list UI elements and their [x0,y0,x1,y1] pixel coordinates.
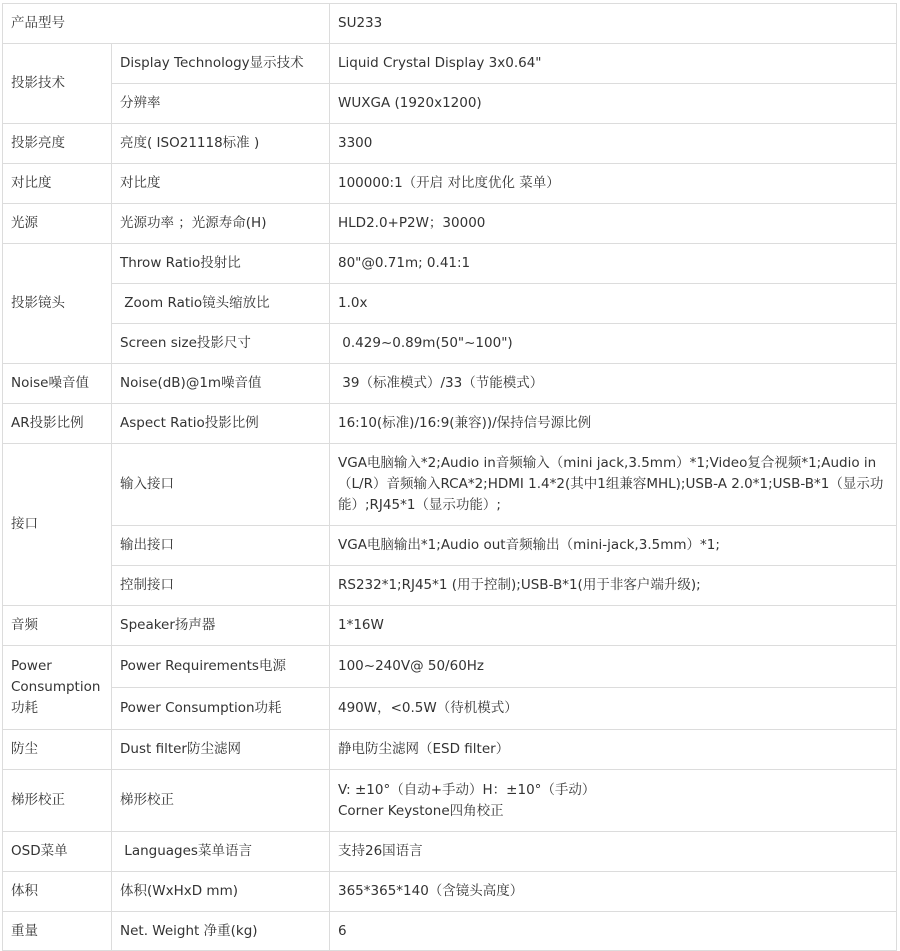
item-cell: 体积(WxHxD mm) [112,872,330,912]
value-cell: 100~240V@ 50/60Hz [330,646,897,688]
item-cell: Power Consumption功耗 [112,688,330,730]
category-cell: 对比度 [3,164,112,204]
value-cell: SU233 [330,4,897,44]
value-cell: 6 [330,912,897,951]
item-cell: 光源功率 ；光源寿命(H) [112,204,330,244]
item-cell: Dust filter防尘滤网 [112,730,330,770]
category-cell: 防尘 [3,730,112,770]
table-row [3,324,897,364]
category-cell: 投影镜头 [3,244,112,364]
table-row [3,44,897,84]
category-cell: 投影亮度 [3,124,112,164]
value-cell: HLD2.0+P2W；30000 [330,204,897,244]
table-row [3,770,897,832]
item-cell: 控制接口 [112,566,330,606]
table-row [3,730,897,770]
item-cell: Screen size投影尺寸 [112,324,330,364]
category-cell: 梯形校正 [3,770,112,832]
value-line: Corner Keystone四角校正 [338,802,504,819]
table-row [3,164,897,204]
table-row [3,404,897,444]
category-cell: 产品型号 [3,4,330,44]
item-cell: Net. Weight 净重(kg) [112,912,330,951]
category-cell: Noise噪音值 [3,364,112,404]
value-cell: 3300 [330,124,897,164]
table-row [3,364,897,404]
value-cell: 365*365*140（含镜头高度） [330,872,897,912]
item-cell: Throw Ratio投射比 [112,244,330,284]
item-cell: Display Technology显示技术 [112,44,330,84]
table-row [3,646,897,688]
item-cell: Zoom Ratio镜头缩放比 [112,284,330,324]
item-cell: 输出接口 [112,526,330,566]
item-cell: 输入接口 [112,444,330,526]
table-row [3,872,897,912]
table-row [3,444,897,526]
value-cell: VGA电脑输出*1;Audio out音频输出（mini-jack,3.5mm）*1; [330,526,897,566]
value-line: V: ±10°（自动+手动）H：±10°（手动） [338,781,596,798]
category-cell: 重量 [3,912,112,951]
value-cell: RS232*1;RJ45*1 (用于控制);USB-B*1(用于非客户端升级); [330,566,897,606]
value-cell: VGA电脑输入*2;Audio in音频输入（mini jack,3.5mm）*1;Video复合视频*1;Audio in（L/R）音频输入RCA*2;HDMI 1.4*2(其中1组兼容MHL);USB-A 2.0*1;USB-B*1（显示功能）;RJ45*1（显示功能）; [330,444,897,526]
table-row [3,526,897,566]
category-cell: 接口 [3,444,112,606]
item-cell: 梯形校正 [112,770,330,832]
category-cell: 音频 [3,606,112,646]
item-cell: Noise(dB)@1m噪音值 [112,364,330,404]
table-row [3,244,897,284]
item-cell: 分辨率 [112,84,330,124]
table-row [3,124,897,164]
value-cell: WUXGA (1920x1200) [330,84,897,124]
table-row [3,284,897,324]
value-cell: 16:10(标准)/16:9(兼容))/保持信号源比例 [330,404,897,444]
value-cell: 39（标准模式）/33（节能模式） [330,364,897,404]
value-cell: 1.0x [330,284,897,324]
value-cell: 100000:1（开启 对比度优化 菜单） [330,164,897,204]
spec-table [2,3,897,951]
category-cell: 体积 [3,872,112,912]
item-cell: Languages菜单语言 [112,832,330,872]
item-cell: Aspect Ratio投影比例 [112,404,330,444]
value-cell: 490W，<0.5W（待机模式） [330,688,897,730]
table-row [3,688,897,730]
value-cell: 1*16W [330,606,897,646]
table-row [3,606,897,646]
category-cell: AR投影比例 [3,404,112,444]
value-cell: 支持26国语言 [330,832,897,872]
value-cell [330,770,897,832]
value-cell: 静电防尘滤网（ESD filter） [330,730,897,770]
value-cell: 0.429~0.89m(50"~100") [330,324,897,364]
item-cell: 亮度( ISO21118标准 ) [112,124,330,164]
table-row [3,912,897,951]
table-row [3,204,897,244]
category-cell: Power Consumption 功耗 [3,646,112,730]
table-row [3,84,897,124]
table-row [3,832,897,872]
value-cell: Liquid Crystal Display 3x0.64" [330,44,897,84]
table-row [3,4,897,44]
category-cell: OSD菜单 [3,832,112,872]
value-cell: 80"@0.71m; 0.41:1 [330,244,897,284]
category-cell: 光源 [3,204,112,244]
table-row [3,566,897,606]
item-cell: 对比度 [112,164,330,204]
category-cell: 投影技术 [3,44,112,124]
item-cell: Power Requirements电源 [112,646,330,688]
item-cell: Speaker扬声器 [112,606,330,646]
